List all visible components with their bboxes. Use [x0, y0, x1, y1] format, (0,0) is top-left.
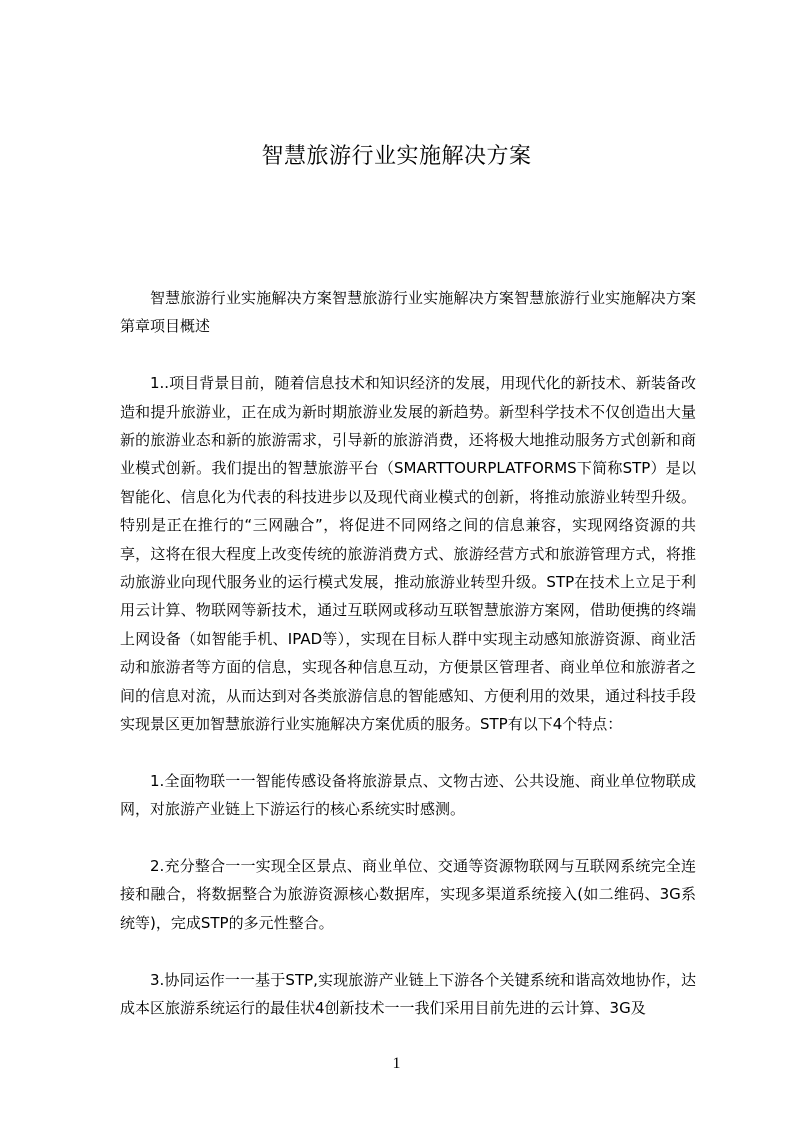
paragraph-feature-3: 3.协同运作一一基于STP,实现旅游产业链上下游各个关键系统和谐高效地协作，达成本区旅游系统运行的最佳状4创新技术一一我们采用目前先进的云计算、3G及: [120, 970, 696, 1018]
document-body: [120, 284, 696, 1051]
page-number: 1: [392, 1055, 401, 1072]
paragraph-feature-2: 2.充分整合一一实现全区景点、商业单位、交通等资源物联网与互联网系统完全连接和融合，将数据整合为旅游资源核心数据库，实现多渠道系统接入(如二维码、3G系统等)，完成STP的多元性整合。: [120, 857, 696, 932]
paragraph-feature-1: 1.全面物联一一智能传感设备将旅游景点、文物古迹、公共设施、商业单位物联成网，对旅游产业链上下游运行的核心系统实时感测。: [120, 771, 696, 819]
paragraph-background: 1..项目背景目前，随着信息技术和知识经济的发展，用现代化的新技术、新装备改造和提升旅游业，正在成为新时期旅游业发展的新趋势。新型科学技术不仅创造出大量新的旅游业态和新的旅游需求，引导新的旅游消费，还将极大地推动服务方式创新和商业模式创新。我们提出的智慧旅游平台（SMARTTOURPLATFORMS下简称STP）是以智能化、信息化为代表的科技进步以及现代商业模式的创新，将推动旅游业转型升级。特别是正在推行的“三网融合”，将促进不同网络之间的信息兼容，实现网络资源的共享，这将在很大程度上改变传统的旅游消费方式、旅游经营方式和旅游管理方式，将推动旅游业向现代服务业的运行模式发展，推动旅游业转型升级。STP在技术上立足于利用云计算、物联网等新技术，通过互联网或移动互联智慧旅游方案网，借助便携的终端上网设备（如智能手机、IPAD等），实现在目标人群中实现主动感知旅游资源、商业活动和旅游者等方面的信息，实现各种信息互动，方便景区管理者、商业单位和旅游者之间的信息对流，从而达到对各类旅游信息的智能感知、方便利用的效果，通过科技手段实现景区更加智慧旅游行业实施解决方案优质的服务。STP有以下4个特点：: [120, 374, 696, 734]
document-title: 智慧旅游行业实施解决方案: [261, 144, 532, 169]
paragraph-intro: 智慧旅游行业实施解决方案智慧旅游行业实施解决方案智慧旅游行业实施解决方案第章项目概述: [120, 289, 696, 336]
